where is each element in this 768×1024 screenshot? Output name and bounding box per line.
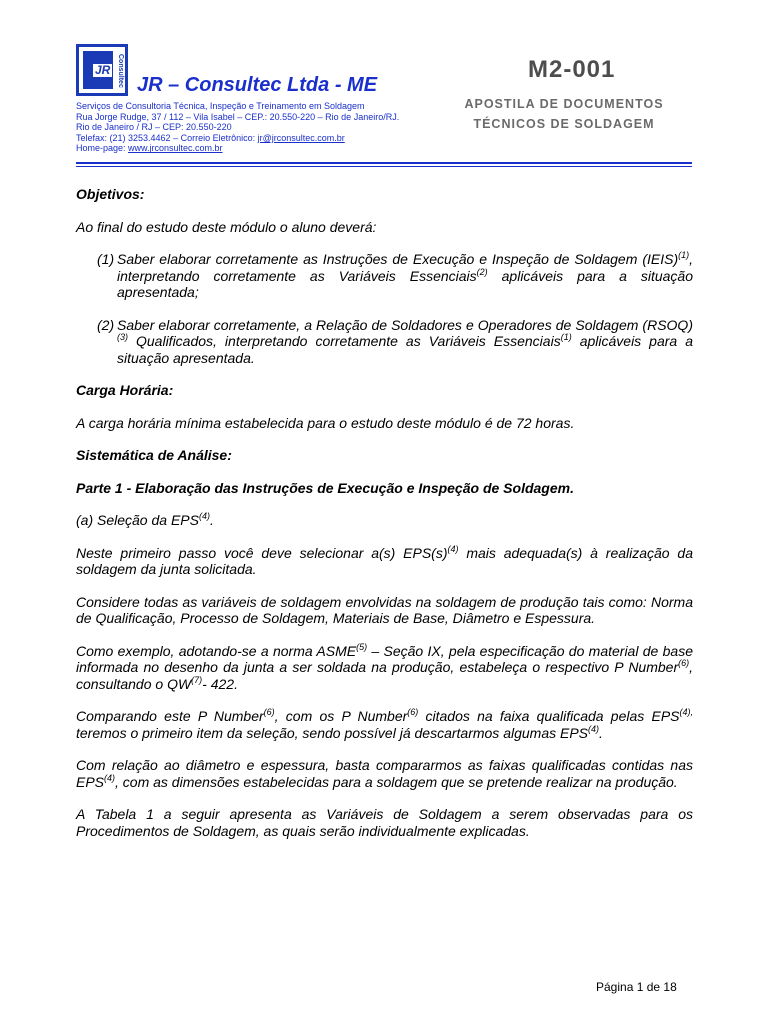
document-title xyxy=(444,94,684,134)
item-number: (1) xyxy=(97,251,115,267)
page-number: Página 1 de 18 xyxy=(596,980,677,994)
paragraph-3: Como exemplo, adotando-se a norma ASME$^{(5)}$ – Seção IX, pela especificação do material de base informada no desenho da junta a ser soldada na produção, estabeleça o respectivo P Number$^{(6)}$, consultando o QW$^{(7)}$- 422. xyxy=(76,641,693,692)
item-number: (2) xyxy=(97,316,115,333)
contact-line-homepage: Home-page: www.jrconsultec.com.br xyxy=(76,143,223,154)
header-divider-thick xyxy=(76,162,692,164)
contact-line-city: Rio de Janeiro / RJ – CEP: 20.550-220 xyxy=(76,122,232,133)
paragraph-2: Considere todas as variáveis de soldagem envolvidas na soldagem de produção tais como: Norma de Qualificação, Processo de Soldagem, Materiais de Base, Diâmetro e Espessura. xyxy=(76,593,693,626)
contact-line-address: Rua Jorge Rudge, 37 / 112 – Vila Isabel – CEP.: 20.550-220 – Rio de Janeiro/RJ. xyxy=(76,111,400,122)
document-code: M2-001 xyxy=(528,56,616,83)
sistematica-heading: Sistemática de Análise: xyxy=(76,447,232,463)
paragraph-4: Comparando este P Number$^{(6)}$, com os P Number$^{(6)}$ citados na faixa qualificada pelas $EPS^{(4),}$ teremos o primeiro item da seleção, sendo possível já descartarmos algumas EPS$^{(4)}$. xyxy=(76,707,694,741)
selecao-heading: (a) Seleção da EPS$^{(4)}$. xyxy=(76,511,214,528)
contact-block xyxy=(76,101,399,154)
company-name: JR – Consultec Ltda - ME xyxy=(137,74,378,96)
objective-item-1 xyxy=(97,251,693,301)
contact-line-services: Serviços de Consultoria Técnica, Inspeção e Treinamento em Soldagem xyxy=(76,101,365,111)
paragraph-6: A Tabela 1 a seguir apresenta as Variáveis de Soldagem a serem observadas para os Procedimentos de Soldagem, as quais serão individualmente explicadas. xyxy=(76,806,693,839)
document-body xyxy=(76,186,693,855)
item-text: Saber elaborar corretamente, a Relação de Soldadores e Operadores de Soldagem (RSOQ)$^{(3)}$ Qualificados, interpretando corretamente as Variáveis Essenciais$^{(1)}$ aplicáveis para a situação apresentada. xyxy=(117,316,693,366)
parte1-heading: Parte 1 - Elaboração das Instruções de Execução e Inspeção de Soldagem. xyxy=(76,479,574,496)
intro-text: Ao final do estudo deste módulo o aluno deverá: xyxy=(76,218,377,235)
company-logo xyxy=(76,44,128,96)
item-text: Saber elaborar corretamente as Instruções de Execução e Inspeção de Soldagem (IEIS)$^{(1)}$, interpretando corretamente as Variáveis Essenciais$^{(2)}$ aplicáveis para a situação apresentada; xyxy=(117,250,693,300)
carga-text: A carga horária mínima estabelecida para o estudo deste módulo é de 72 horas. xyxy=(76,414,575,431)
homepage-link[interactable]: www.jrconsultec.com.br xyxy=(128,143,223,154)
contact-line-phone: Telefax: (21) 3253.4462 – Correio Eletrônico: jr@jrconsultec.com.br xyxy=(76,132,345,143)
header-divider-thin xyxy=(76,166,692,167)
document-title-line-1: APOSTILA DE DOCUMENTOS xyxy=(464,97,664,111)
paragraph-1: Neste primeiro passo você deve selecionar a(s) $EPS(s)^{(4)}$ mais adequada(s) à realização da soldagem da junta solicitada. xyxy=(76,543,693,577)
logo-vertical-text: Consultec xyxy=(117,54,124,88)
email-link[interactable]: jr@jrconsultec.com.br xyxy=(257,132,345,143)
objective-item-2 xyxy=(97,317,693,367)
logo-text: JR xyxy=(95,63,111,77)
carga-heading: Carga Horária: xyxy=(76,382,174,398)
document-title-line-2: TÉCNICOS DE SOLDAGEM xyxy=(473,117,655,131)
paragraph-5: Com relação ao diâmetro e espessura, basta compararmos as faixas qualificadas contidas nas EPS$^{(4)}$, com as dimensões estabelecidas para a soldagem que se pretende realizar na produção. xyxy=(76,757,693,790)
objetivos-heading: Objetivos: xyxy=(76,186,145,202)
